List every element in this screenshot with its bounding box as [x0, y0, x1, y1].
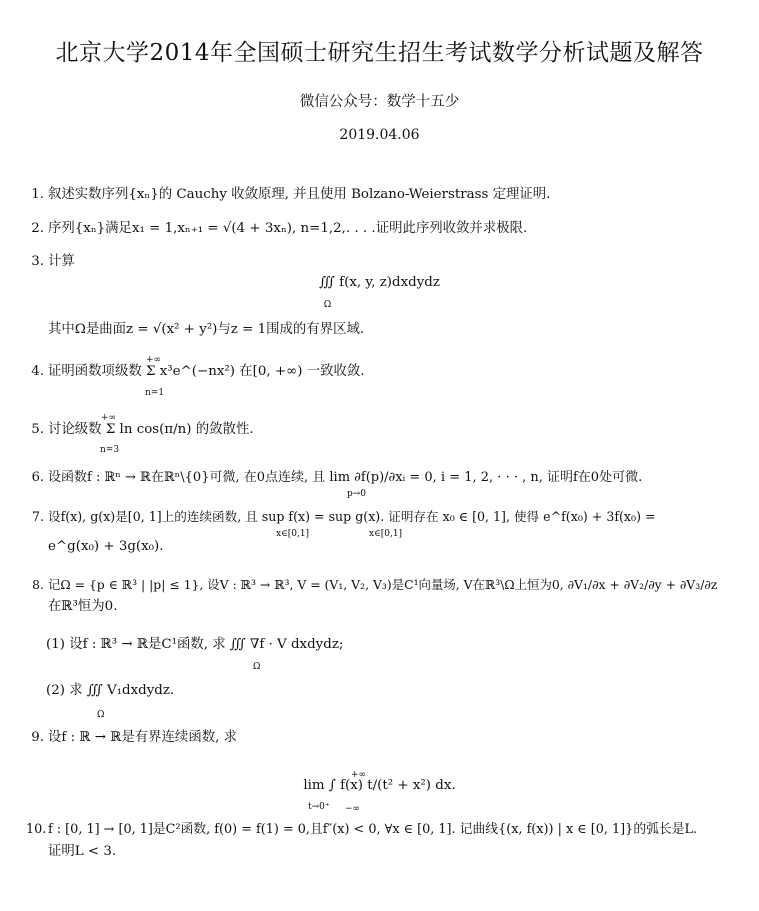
problem-text: 设f : ℝ → ℝ是有界连续函数, 求 — [48, 730, 237, 745]
problem-text: 记Ω = {p ∈ ℝ³ | |p| ≤ 1}, 设V : ℝ³ → ℝ³, V = (V₁, V₂, V₃)是C¹向量场, V在ℝ³\Ω上恒为0, ∂V₁/∂x + ∂V₂/∂y + ∂V₃/∂z — [48, 577, 718, 592]
problem-10-continuation: 证明L < 3. — [48, 844, 117, 859]
sup-subscript: x∈[0,1] — [276, 529, 310, 539]
problem-number: 10. — [26, 822, 47, 837]
problem-7-continuation: e^g(x₀) + 3g(x₀). — [48, 539, 164, 554]
page-date: 2019.04.06 — [339, 127, 420, 143]
limit-integral-formula: lim ∫ f(x) t/(t² + x²) dx. — [303, 778, 456, 793]
problem-number: 1. — [31, 187, 44, 202]
problem-number: 6. — [31, 470, 44, 485]
problem-4 — [26, 362, 736, 382]
sum-upper-limit: +∞ — [101, 413, 117, 423]
problem-3-tail: 其中Ω是曲面z = √(x² + y²)与z = 1围成的有界区域. — [48, 322, 365, 337]
problem-8-continuation: 在ℝ³恒为0. — [48, 599, 118, 614]
problem-number: 8. — [32, 577, 44, 592]
integral-lower-limit: −∞ — [345, 804, 361, 814]
problem-number: 3. — [31, 254, 44, 269]
omega-subscript-2: Ω — [97, 710, 105, 720]
problem-text: 序列{xₙ}满足x₁ = 1,xₙ₊₁ = √(4 + 3xₙ), n=1,2,. . . .证明此序列收敛并求极限. — [48, 221, 528, 236]
problem-3 — [26, 252, 736, 272]
problem-number: 4. — [31, 364, 44, 379]
limit-subscript: t→0⁺ — [308, 802, 330, 812]
problem-text: f : [0, 1] → [0, 1]是C²函数, f(0) = f(1) = 0,且f″(x) < 0, ∀x ∈ [0, 1]. 记曲线{(x, f(x)) | x ∈ [0, 1]}的弧长是L. — [48, 822, 698, 837]
problem-number: 9. — [31, 730, 44, 745]
formula-text: ∭ f(x, y, z)dxdydz — [319, 275, 440, 290]
problem-8-part-1: (1) 设f : ℝ³ → ℝ是C¹函数, 求 ∭ ∇f · V dxdydz; — [46, 637, 344, 652]
problem-10 — [26, 820, 736, 840]
sum-lower-limit: n=1 — [145, 388, 165, 398]
sum-lower-limit: n=3 — [100, 445, 120, 455]
problem-number: 2. — [31, 221, 44, 236]
integral-upper-limit: +∞ — [351, 770, 367, 780]
problem-text: 设f(x), g(x)是[0, 1]上的连续函数, 且 sup f(x) = sup g(x). 证明存在 x₀ ∈ [0, 1], 使得 e^f(x₀) + 3f(x₀) = — [48, 509, 656, 524]
problem-8 — [26, 575, 736, 595]
problem-5 — [26, 420, 736, 440]
omega-subscript: Ω — [253, 662, 261, 672]
page-subtitle: 微信公众号：数学十五少 — [299, 94, 460, 110]
problem-text: 设函数f : ℝⁿ → ℝ在ℝⁿ\{0}可微, 在0点连续, 且 lim ∂f(p)/∂xᵢ = 0, i = 1, 2, · · · , n, 证明f在0处可微. — [48, 470, 643, 485]
problem-1 — [26, 185, 736, 205]
problem-text: 叙述实数序列{xₙ}的 Cauchy 收敛原理, 并且使用 Bolzano-Weierstrass 定理证明. — [48, 187, 551, 202]
problem-number: 7. — [31, 509, 44, 524]
problem-6 — [26, 468, 736, 488]
problem-text: 计算 — [48, 254, 75, 269]
page-title: 北京大学2014年全国硕士研究生招生考试数学分析试题及解答 — [55, 40, 704, 66]
sum-upper-limit: +∞ — [146, 355, 162, 365]
triple-integral-formula — [0, 275, 759, 290]
problem-text: 证明函数项级数 Σ x³e^(−nx²) 在[0, +∞) 一致收敛. — [48, 364, 365, 379]
problem-number: 5. — [31, 422, 44, 437]
problem-2 — [26, 219, 736, 239]
problem-text: 讨论级数 Σ ln cos(π/n) 的敛散性. — [48, 422, 254, 437]
problem-9 — [26, 728, 736, 748]
omega-subscript: Ω — [323, 300, 332, 310]
problem-8-part-2: (2) 求 ∭ V₁dxdydz. — [46, 683, 175, 698]
sup-subscript-2: x∈[0,1] — [369, 529, 403, 539]
limit-subscript: p→0 — [347, 489, 367, 499]
